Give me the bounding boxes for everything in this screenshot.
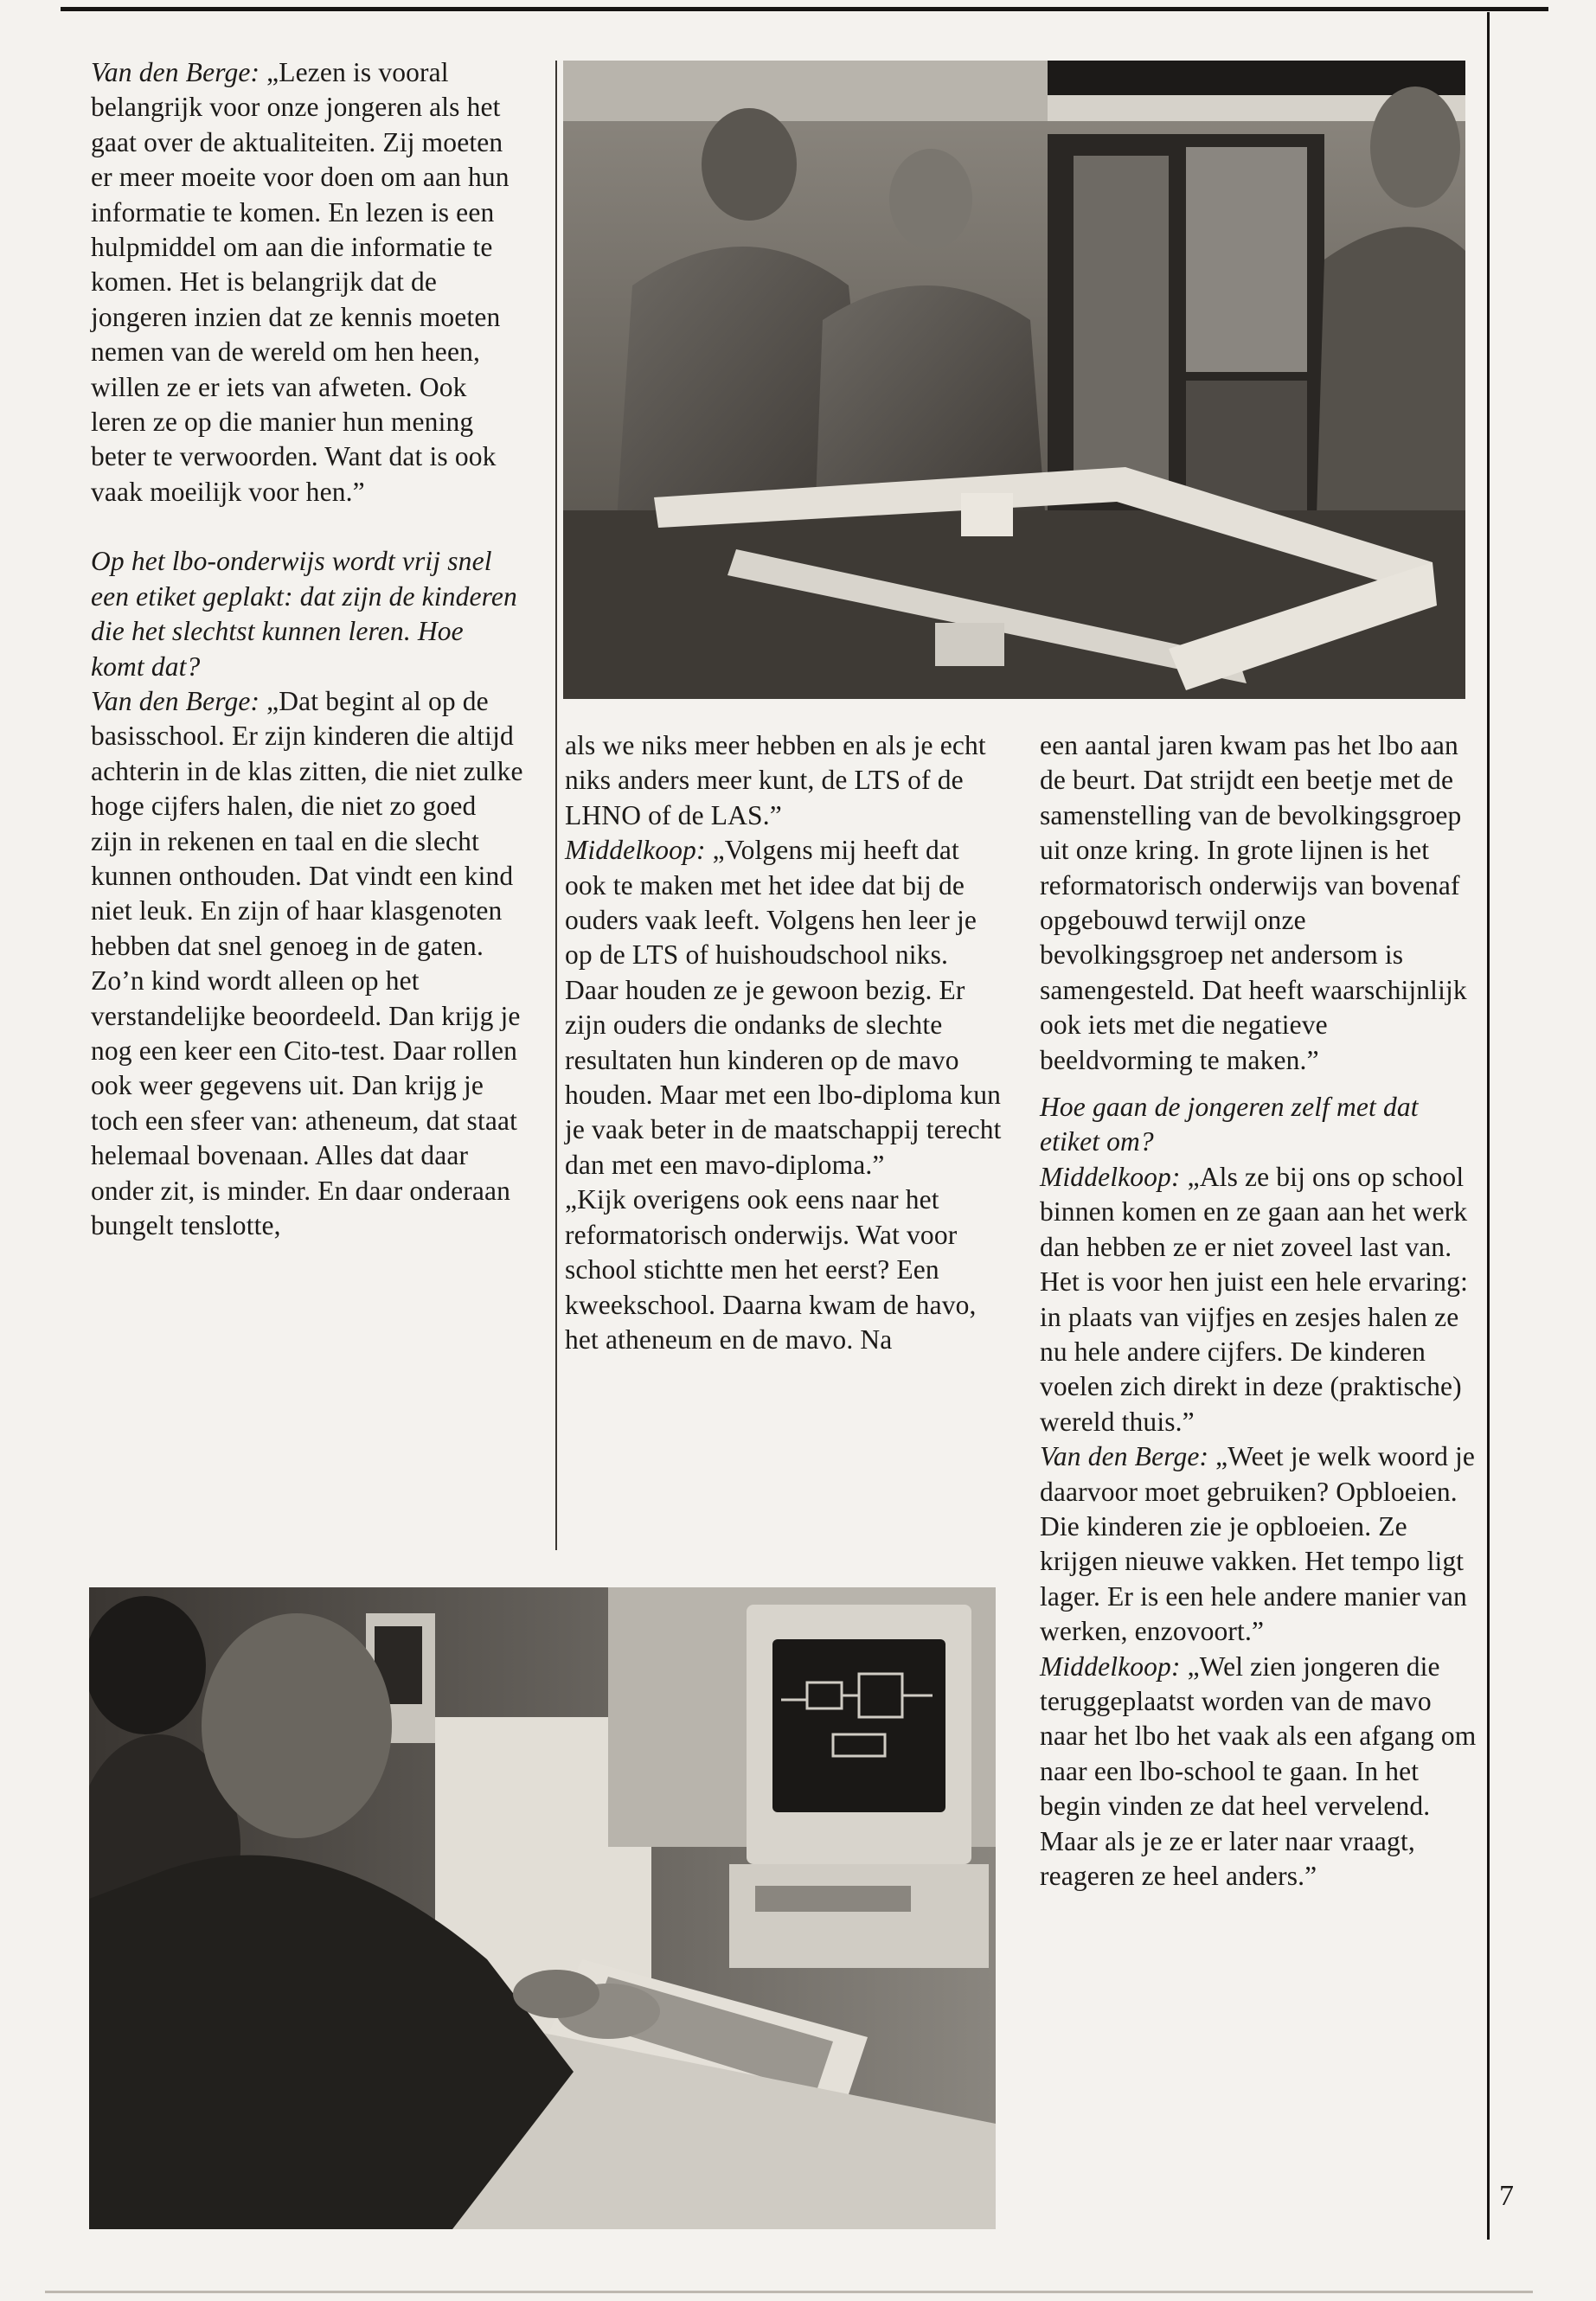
paragraph xyxy=(565,833,1002,1183)
article-column-middle xyxy=(565,728,1002,1357)
page-number: 7 xyxy=(1499,2180,1514,2212)
paragraph-text: een aantal jaren kwam pas het lbo aan de beurt. Dat strijdt een beetje met de samenstelling van de bevolkingsgroep uit onze kring. In grote lijnen is het reformatorisch onderwijs van bovenaf opgebouwd terwijl onze bevolkingsgroep net andersom is samengesteld. Dat heeft waarschijnlijk ook iets met die negatieve beeldvorming te maken.” xyxy=(1040,730,1467,1075)
speaker-name: Middelkoop: xyxy=(1040,1161,1181,1192)
photo-computer-class xyxy=(89,1587,996,2229)
article-column-left xyxy=(91,55,523,1243)
interview-question: Op het lbo-onderwijs wordt vrij snel een etiket geplakt: dat zijn de kinderen die het slechtst kunnen leren. Hoe komt dat? xyxy=(91,546,517,682)
bottom-edge xyxy=(45,2291,1533,2293)
paragraph-text: „Als ze bij ons op school binnen komen en ze gaan aan het werk dan hebben ze er niet zoveel last van. Het is voor hen juist een hele ervaring: in plaats van vijfjes en zesjes halen ze nu hele andere cijfers. De kinderen voelen zich direkt in deze (praktische) wereld thuis.” xyxy=(1040,1161,1468,1437)
paragraph xyxy=(91,55,523,510)
speaker-name: Van den Berge: xyxy=(91,685,260,716)
interview-question: Hoe gaan de jongeren zelf met dat etiket om? xyxy=(1040,1092,1419,1157)
top-rule xyxy=(61,7,1548,11)
paragraph-text: „Weet je welk woord je daarvoor moet gebruiken? Opbloeien. Die kinderen zie je opbloeien. Ze krijgen nieuwe vakken. Het tempo ligt lager. Er is een hele andere manier van werken, enzovoort.” xyxy=(1040,1441,1476,1647)
paragraph xyxy=(1040,1160,1477,1439)
speaker-name: Van den Berge: xyxy=(91,57,260,87)
right-margin-rule xyxy=(1487,12,1490,2240)
computer-photo-illustration xyxy=(89,1587,996,2229)
column-divider xyxy=(555,61,557,1550)
paragraph-text: „Wel zien jongeren die teruggeplaatst worden van de mavo naar het lbo het vaak als een afgang om naar een lbo-school te gaan. In het begin vinden ze dat heel vervelend. Maar als je ze er later naar vraagt, reageren ze heel anders.” xyxy=(1040,1650,1477,1891)
paragraph-text: „Volgens mij heeft dat ook te maken met het idee dat bij de ouders vaak leeft. Volgens hen leer je op de LTS of huishoudschool niks. Daar houden ze je gewoon bezig. Er zijn ouders die ondanks de slechte resultaten hun kinderen op de mavo houden. Maar met een lbo-diploma kun je vaak beter in de maatschappij terecht dan met een mavo-diploma.” xyxy=(565,835,1002,1180)
paragraph xyxy=(1040,1650,1477,1894)
paragraph xyxy=(91,684,523,1244)
paragraph-text: „Dat begint al op de basisschool. Er zijn kinderen die altijd achterin in de klas zitten, die niet zulke hoge cijfers halen, die niet zo goed zijn in rekenen en taal en die slecht kunnen onthouden. Dat vindt een kind niet leuk. En zijn of haar klasgenoten hebben dat snel genoeg in de gaten. Zo’n kind wordt alleen op het verstandelijke beoordeeld. Dan krijg je nog een keer een Cito-test. Daar rollen ook weer gegevens uit. Dan krijg je toch een sfeer van: atheneum, dat staat helemaal bovenaan. Alles dat daar onder zit, is minder. En daar onderaan bungelt tenslotte, xyxy=(91,685,523,1240)
paragraph-text: als we niks meer hebben en als je echt niks anders meer kunt, de LTS of de LHNO of de LAS.” xyxy=(565,730,986,830)
photo-woodworking-workshop xyxy=(563,61,1465,699)
paragraph xyxy=(1040,1439,1477,1649)
speaker-name: Middelkoop: xyxy=(1040,1650,1181,1682)
paragraph-text: „Kijk overigens ook eens naar het reformatorisch onderwijs. Wat voor school stichtte men het eerst? Een kweekschool. Daarna kwam de havo, het atheneum en de mavo. Na xyxy=(565,1184,977,1355)
speaker-name: Van den Berge: xyxy=(1040,1441,1209,1472)
paragraph-text: „Lezen is vooral belangrijk voor onze jongeren als het gaat over de aktualiteiten. Zij moeten er meer moeite voor doen om aan hun informatie te komen. En lezen is een hulpmiddel om aan die informatie te komen. Het is belangrijk dat de jongeren inzien dat ze kennis moeten nemen van de wereld om hen heen, willen ze er iets van afweten. Ook leren ze op die manier hun mening beter te verwoorden. Want dat is ook vaak moeilijk voor hen.” xyxy=(91,57,510,507)
speaker-name: Middelkoop: xyxy=(565,835,706,866)
workshop-photo-illustration xyxy=(563,61,1465,699)
article-column-right xyxy=(1040,728,1477,1894)
